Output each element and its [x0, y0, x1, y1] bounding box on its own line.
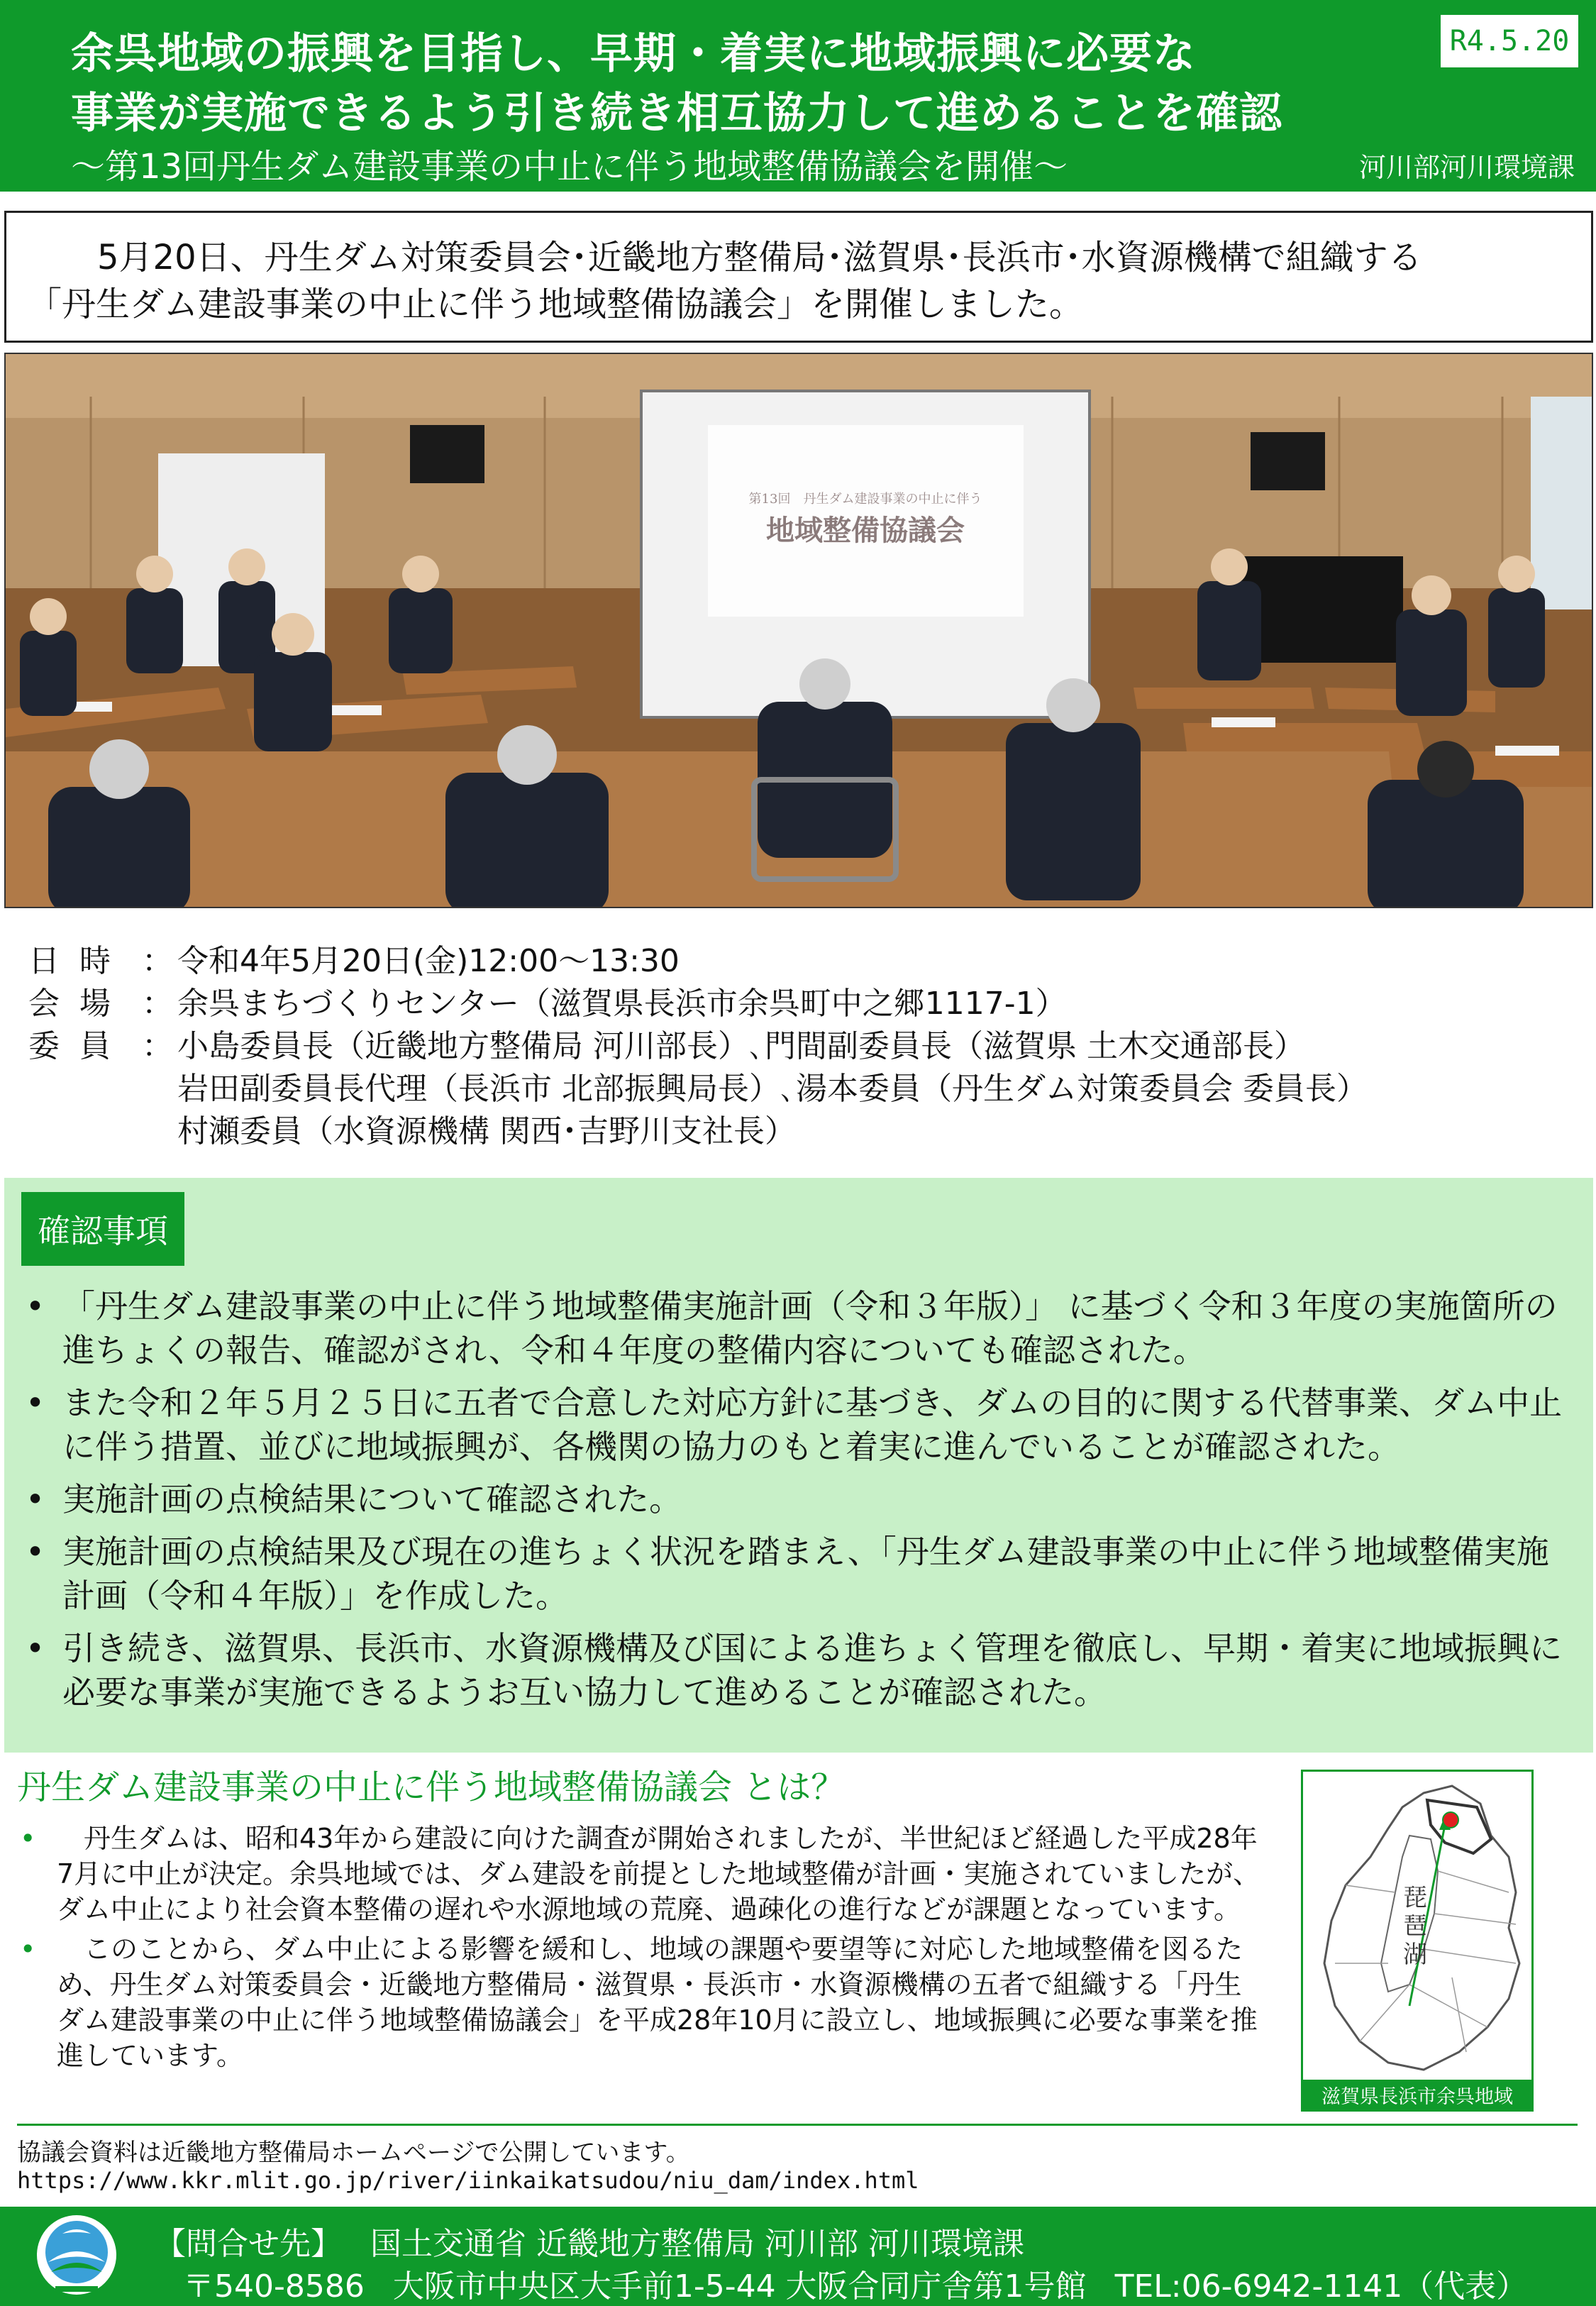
about-item: • このことから、ダム中止による影響を緩和し、地域の課題や要望等に対応した地域整備を図るため、丹生ダム対策委員会・近畿地方整備局・滋賀県・長浜市・水資源機構の五者で組織する「丹生ダム建設事業の中止に伴う地域整備協議会」を平成28年10月に設立し、地域振興に必要な事業を推進しています。	[17, 1931, 1265, 2073]
intro-line-2: 「丹生ダム建設事業の中止に伴う地域整備協議会」を開催しました。	[28, 285, 1084, 324]
title-line-1: 余呉地域の振興を目指し、早期・着実に地域振興に必要な	[71, 29, 1196, 79]
header-banner	[0, 0, 1596, 192]
divider	[17, 2124, 1578, 2126]
confirmation-item: • 引き続き、滋賀県、長浜市、水資源機構及び国による進ちょく管理を徹底し、早期・着実に地域振興に必要な事業が実施できるようお互い協力して進めることが確認された。	[18, 1626, 1579, 1714]
publication-note: 協議会資料は近畿地方整備局ホームページで公開しています。	[17, 2139, 690, 2167]
contact-address: 大阪市中央区大手前1-5-44 大阪合同庁舎第1号館	[392, 2268, 1087, 2305]
date-badge: R4.5.20	[1439, 13, 1580, 70]
window	[1531, 397, 1593, 609]
contact-label: 【問合せ先】	[155, 2226, 342, 2262]
lake-label: 琵琶湖	[1403, 1884, 1427, 1969]
venue-colon: ：	[142, 986, 173, 1022]
confirmation-item: • 実施計画の点検結果及び現在の進ちょく状況を踏まえ、「丹生ダム建設事業の中止に伴う地域整備実施計画（令和４年版）」を作成した。	[18, 1530, 1579, 1618]
contact-postal: 〒540-8586	[183, 2268, 365, 2305]
venue-row	[28, 983, 1368, 1025]
location-map	[1301, 1770, 1534, 2112]
members-line-3: 村瀬委員（水資源機構 関西･吉野川支社長）	[177, 1113, 796, 1149]
datetime-label: 日時	[28, 943, 131, 979]
about-item: • 丹生ダムは、昭和43年から建設に向けた調査が開始されましたが、半世紀ほど経過した平成28年7月に中止が決定。余呉地域では、ダム建設を前提とした地域整備が計画・実施されていましたが、ダム中止により社会資本整備の遅れや水源地域の荒廃、過疎化の進行などが課題となっています。	[17, 1821, 1265, 1927]
contact-line-2	[183, 2261, 1556, 2306]
intro-line-1: 5月20日、丹生ダム対策委員会･近畿地方整備局･滋賀県･長浜市･水資源機構で組織する	[97, 238, 1422, 277]
about-title: 丹生ダム建設事業の中止に伴う地域整備協議会 とは？	[17, 1767, 846, 1807]
contact-line-1	[155, 2218, 1053, 2263]
contact-org: 国土交通省 近畿地方整備局 河川部 河川環境課	[370, 2226, 1024, 2262]
subtitle: ～第13回丹生ダム建設事業の中止に伴う地域整備協議会を開催～	[71, 147, 1068, 187]
slide-text-2: 地域整備協議会	[766, 514, 965, 547]
datetime-row	[28, 940, 1368, 983]
title-line-2: 事業が実施できるよう引き続き相互協力して進めることを確認	[71, 89, 1282, 138]
members-colon: ：	[142, 1028, 173, 1064]
speaker-right	[1251, 432, 1325, 490]
confirmation-item: • また令和２年５月２５日に五者で合意した対応方針に基づき、ダムの目的に関する代替事業、ダム中止に伴う措置、並びに地域振興が、各機関の協力のもと着実に進んでいることが確認された。	[18, 1381, 1579, 1469]
confirmation-item: • 実施計画の点検結果について確認された。	[18, 1477, 1579, 1521]
speaker-left	[410, 425, 484, 483]
venue-value: 余呉まちづくりセンター（滋賀県長浜市余呉町中之郷1117-1）	[177, 986, 1067, 1022]
about-list	[17, 1821, 1265, 2078]
map-caption: 滋賀県長浜市余呉地域	[1303, 2080, 1531, 2109]
contact-tel: TEL:06-6942-1141（代表）	[1114, 2268, 1528, 2305]
department-label: 河川部河川環境課	[1358, 152, 1575, 183]
meeting-photo	[4, 353, 1593, 908]
slide-text-1: 第13回 丹生ダム建設事業の中止に伴う	[748, 492, 982, 507]
confirmation-list	[18, 1284, 1579, 1723]
members-label: 委員	[28, 1028, 131, 1064]
meeting-photo-illustration	[6, 354, 1593, 908]
venue-label: 会場	[28, 986, 131, 1022]
url-link[interactable]: https://www.kkr.mlit.go.jp/river/iinkaikatsudou/niu_dam/index.html	[17, 2167, 919, 2194]
ministry-logo-icon	[34, 2212, 119, 2300]
datetime-value: 令和4年5月20日(金)12:00～13:30	[177, 943, 680, 979]
location-marker	[1443, 1812, 1458, 1828]
intro-box	[4, 211, 1593, 343]
confirmation-item: • 「丹生ダム建設事業の中止に伴う地域整備実施計画（令和３年版）」 に基づく令和３年度の実施箇所の進ちょくの報告、確認がされ、令和４年度の整備内容についても確認された。	[18, 1284, 1579, 1372]
datetime-colon: ：	[142, 943, 173, 979]
confirmation-title: 確認事項	[21, 1192, 184, 1266]
meeting-info	[28, 940, 1368, 1153]
members-row	[28, 1025, 1368, 1068]
members-line-2: 岩田副委員長代理（長浜市 北部振興局長）､湯本委員（丹生ダム対策委員会 委員長）	[177, 1071, 1368, 1107]
confirmation-section	[4, 1178, 1593, 1753]
contact-bar	[0, 2207, 1596, 2306]
members-line-1: 小島委員長（近畿地方整備局 河川部長）､門間副委員長（滋賀県 土木交通部長）	[177, 1028, 1305, 1064]
